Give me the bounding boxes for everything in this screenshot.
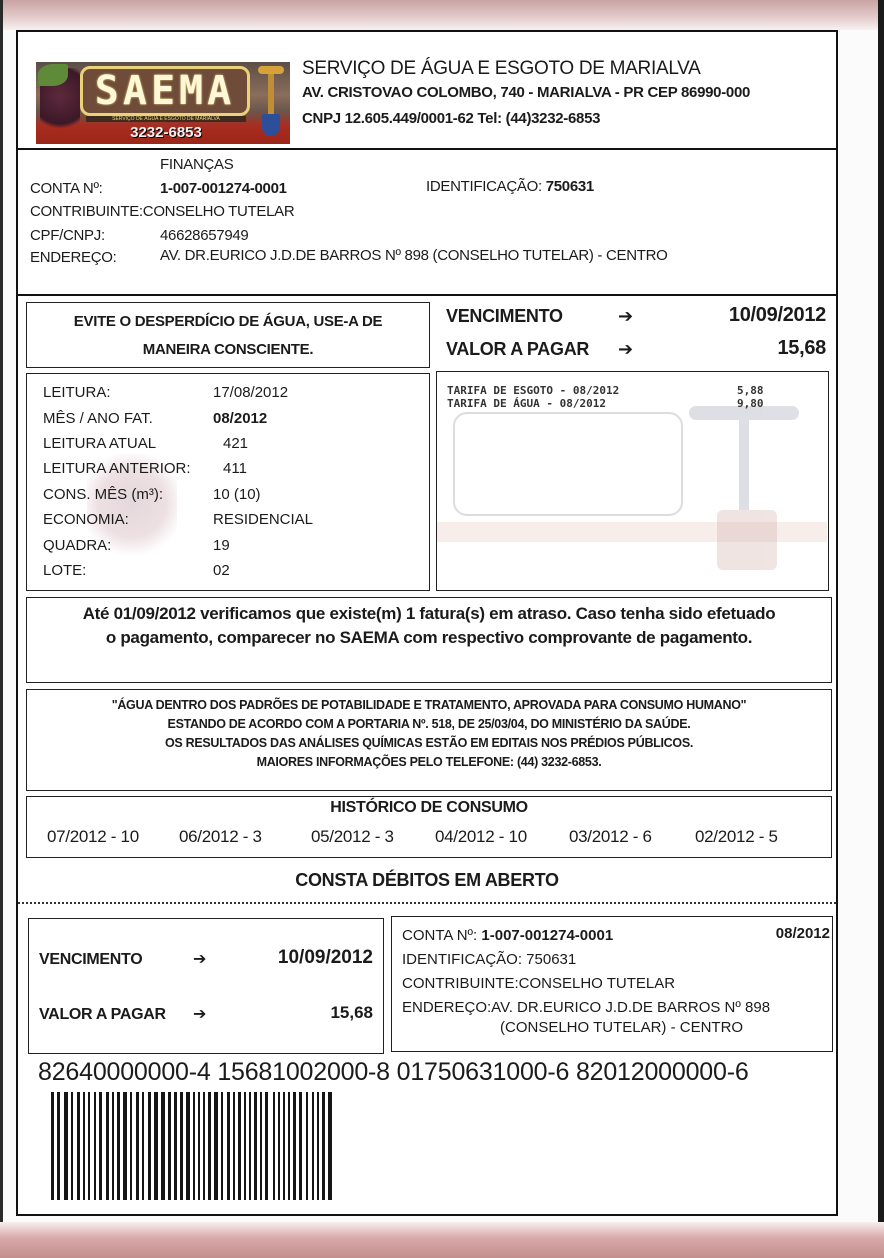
arrow-right-icon: ➔ bbox=[618, 339, 634, 360]
scan-bottom-edge bbox=[0, 1222, 884, 1258]
reading-value: RESIDENCIAL bbox=[213, 511, 314, 528]
open-debts-notice: CONSTA DÉBITOS EM ABERTO bbox=[295, 870, 559, 890]
due-date: 10/09/2012 bbox=[728, 304, 826, 326]
reading-label: LEITURA ANTERIOR: bbox=[43, 460, 191, 477]
potability-notice bbox=[26, 689, 832, 791]
divider bbox=[18, 294, 836, 296]
stub-payment-box bbox=[28, 918, 384, 1054]
reading-label: MÊS / ANO FAT. bbox=[43, 410, 153, 427]
divider bbox=[18, 148, 836, 150]
notice-line-1: EVITE O DESPERDÍCIO DE ÁGUA, USE-A DE bbox=[73, 313, 383, 330]
due-label: VENCIMENTO bbox=[446, 306, 563, 326]
water-bill bbox=[16, 30, 838, 1216]
reading-value: 02 bbox=[213, 562, 230, 579]
stub-account-label: CONTA Nº: bbox=[402, 927, 478, 944]
stub-reference: 08/2012 bbox=[775, 925, 830, 942]
charge-amount: 9,80 bbox=[737, 397, 764, 410]
reading-value: 421 bbox=[223, 435, 249, 452]
company-address: AV. CRISTOVAO COLOMBO, 740 - MARIALVA - PR CEP 86990-000 bbox=[302, 84, 751, 101]
account-number: 1-007-001274-0001 bbox=[160, 180, 287, 197]
meter-readings-panel bbox=[26, 373, 430, 591]
stub-address-line-2: (CONSELHO TUTELAR) - CENTRO bbox=[500, 1019, 744, 1036]
overdue-line-1: Até 01/09/2012 verificamos que existe(m) 1 fatura(s) em atraso. Caso tenha sido efetuado bbox=[82, 604, 776, 623]
reading-value: 17/08/2012 bbox=[213, 384, 289, 401]
logo-tagline: SERVIÇO DE ÁGUA E ESGOTO DE MARIALVA bbox=[86, 116, 246, 122]
logo-phone: 3232-6853 bbox=[130, 124, 202, 141]
history-item: 06/2012 - 3 bbox=[179, 827, 262, 846]
history-item: 05/2012 - 3 bbox=[311, 827, 394, 846]
reading-label: LEITURA ATUAL bbox=[43, 435, 157, 452]
cpf-label: CPF/CNPJ: bbox=[30, 227, 105, 244]
reading-value: 10 (10) bbox=[213, 486, 261, 503]
stub-account-box bbox=[391, 916, 833, 1052]
reading-value: 411 bbox=[223, 460, 247, 477]
stub-due-label: VENCIMENTO bbox=[39, 951, 143, 968]
amount-due: 15,68 bbox=[777, 337, 826, 359]
potability-line-4: MAIORES INFORMAÇÕES PELO TELEFONE: (44) 3232-6853. bbox=[256, 755, 602, 769]
stub-address-line-1: ENDEREÇO:AV. DR.EURICO J.D.DE BARROS Nº 898 bbox=[402, 999, 771, 1016]
tear-line bbox=[18, 902, 836, 904]
charges-panel bbox=[436, 371, 829, 591]
account-label: CONTA Nº: bbox=[30, 180, 103, 197]
watermark-logo bbox=[453, 412, 683, 516]
reading-label: QUADRA: bbox=[43, 537, 112, 554]
company-cnpj-phone: CNPJ 12.605.449/0001-62 Tel: (44)3232-6853 bbox=[302, 110, 601, 127]
history-title: HISTÓRICO DE CONSUMO bbox=[330, 799, 528, 816]
history-item: 04/2012 - 10 bbox=[435, 827, 527, 846]
potability-line-3: OS RESULTADOS DAS ANÁLISES QUÍMICAS ESTÃO EM EDITAIS NOS PRÉDIOS PÚBLICOS. bbox=[164, 736, 694, 750]
address-value: AV. DR.EURICO J.D.DE BARROS Nº 898 (CONSELHO TUTELAR) - CENTRO bbox=[160, 247, 668, 264]
scan-right-edge bbox=[878, 0, 884, 1258]
reading-label: LEITURA: bbox=[43, 384, 111, 401]
reading-label: LOTE: bbox=[43, 562, 87, 579]
cpf-value: 46628657949 bbox=[160, 227, 249, 244]
address-label: ENDEREÇO: bbox=[30, 249, 117, 266]
history-item: 07/2012 - 10 bbox=[47, 827, 139, 846]
leaf-icon bbox=[38, 64, 68, 86]
reading-value: 19 bbox=[213, 537, 230, 554]
stub-identification: IDENTIFICAÇÃO: 750631 bbox=[402, 951, 577, 968]
digitable-line: 82640000000-4 15681002000-8 01750631000-6 82012000000-6 bbox=[38, 1058, 749, 1086]
logo-wordmark: SAEMA bbox=[80, 66, 250, 116]
saema-logo bbox=[36, 62, 290, 144]
reading-label: CONS. MÊS (m³): bbox=[43, 486, 163, 503]
consumption-history bbox=[26, 796, 832, 858]
stub-amount: 15,68 bbox=[330, 1003, 373, 1022]
coat-of-arms-icon bbox=[262, 114, 280, 136]
identification bbox=[426, 178, 594, 195]
contributor-label: CONTRIBUINTE: bbox=[30, 203, 143, 220]
overdue-warning bbox=[26, 597, 832, 683]
arrow-right-icon: ➔ bbox=[618, 306, 634, 327]
identification-label: IDENTIFICAÇÃO: bbox=[426, 178, 542, 195]
reading-label: ECONOMIA: bbox=[43, 511, 129, 528]
charge-description: TARIFA DE ESGOTO - 08/2012 bbox=[447, 384, 620, 397]
stub-account-number: 1-007-001274-0001 bbox=[481, 927, 614, 944]
potability-line-2: ESTANDO DE ACORDO COM A PORTARIA Nº. 518, DE 25/03/04, DO MINISTÉRIO DA SAÚDE. bbox=[167, 717, 691, 731]
stub-account bbox=[402, 927, 613, 944]
charge-description: TARIFA DE ÁGUA - 08/2012 bbox=[447, 397, 606, 410]
charge-amount: 5,88 bbox=[737, 384, 764, 397]
overdue-line-2: o pagamento, comparecer no SAEMA com respectivo comprovante de pagamento. bbox=[105, 628, 753, 647]
potability-line-1: "ÁGUA DENTRO DOS PADRÕES DE POTABILIDADE E TRATAMENTO, APROVADA PARA CONSUMO HUMANO" bbox=[111, 698, 747, 712]
department-label: FINANÇAS bbox=[160, 156, 234, 173]
contributor bbox=[30, 203, 294, 220]
conservation-notice bbox=[26, 302, 430, 368]
scan-top-edge bbox=[0, 0, 884, 30]
company-name: SERVIÇO DE ÁGUA E ESGOTO DE MARIALVA bbox=[302, 58, 701, 79]
notice-line-2: MANEIRA CONSCIENTE. bbox=[142, 341, 314, 358]
arrow-right-icon: ➔ bbox=[193, 1004, 207, 1023]
stub-amount-label: VALOR A PAGAR bbox=[39, 1006, 166, 1023]
barcode bbox=[51, 1092, 579, 1200]
reading-value: 08/2012 bbox=[213, 410, 268, 427]
valve-icon bbox=[256, 66, 286, 140]
scan-left-edge bbox=[0, 0, 3, 1258]
identification-value: 750631 bbox=[545, 178, 594, 195]
arrow-right-icon: ➔ bbox=[193, 949, 207, 968]
history-item: 02/2012 - 5 bbox=[695, 827, 778, 846]
stub-contributor: CONTRIBUINTE:CONSELHO TUTELAR bbox=[402, 975, 676, 992]
history-item: 03/2012 - 6 bbox=[569, 827, 652, 846]
watermark-valve-icon bbox=[677, 400, 829, 570]
stub-due-date: 10/09/2012 bbox=[277, 947, 373, 968]
amount-label: VALOR A PAGAR bbox=[446, 339, 590, 359]
contributor-value: CONSELHO TUTELAR bbox=[142, 203, 295, 220]
